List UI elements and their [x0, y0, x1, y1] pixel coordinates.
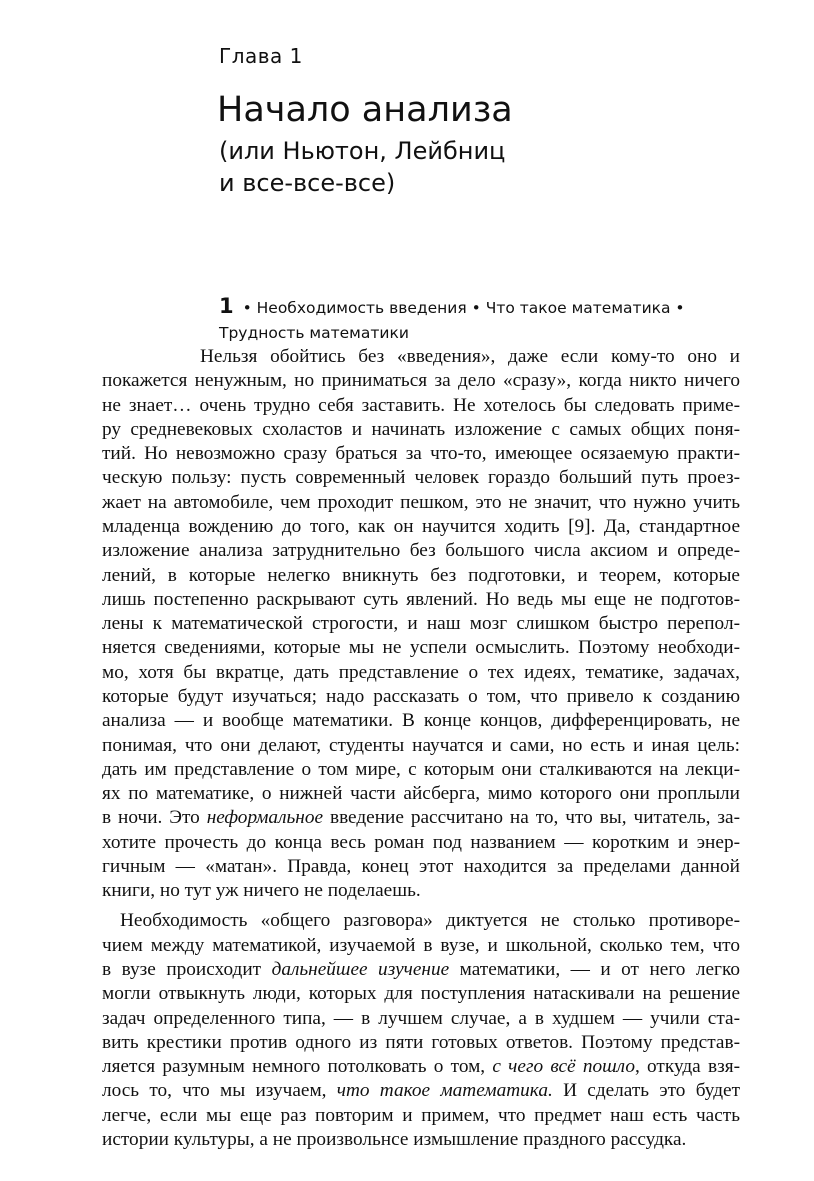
subtitle-line: и все-все-все) [219, 169, 396, 197]
text-line: анализа — и вообще математики. В конце концов, дифференцировать, не [102, 710, 740, 732]
text-line: изложение анализа затруднительно без большого числа аксиом и опреде- [102, 540, 740, 562]
text-line: гичным — «матан». Правда, конец этот находится за пределами данной [102, 855, 740, 877]
text-line: ру средневековых схоластов и начинать изложение с самых общих поня- [102, 418, 740, 440]
body-text [102, 345, 740, 1152]
text-line: лишь постепенно раскрывают суть явлений. Но ведь мы еще не подготов- [102, 588, 740, 610]
text-line: покажется ненужным, но приниматься за дело «сразу», когда никто ничего [102, 370, 740, 392]
paragraph-2 [102, 909, 740, 1152]
text-run: в ночи. Это [102, 807, 207, 829]
chapter-subtitle [219, 135, 505, 199]
text-line [102, 958, 740, 982]
text-line: няется сведениями, которые мы не успели осмыслить. Поэтому необходи- [102, 637, 740, 659]
section-number: 1 [219, 294, 234, 318]
text-line: задач определенного типа, — в лучшем случае, а в худшем — учили ста- [102, 1007, 740, 1029]
emphasis: дальнейшее изучение [271, 959, 450, 981]
text-line: жает на автомобиле, чем проходит пешком, это не значит, что нужно учить [102, 491, 740, 513]
emphasis: неформальное [206, 807, 324, 829]
text-line: ческую пользу: пусть современный человек гораздо больший путь проез- [102, 467, 740, 489]
emphasis: что такое математика. [336, 1080, 553, 1102]
text-line: лений, в которые нелегко вникнуть без подготовки, и теорем, которые [102, 564, 740, 586]
text-line: чием между математикой, изучаемой в вузе, и школьной, сколько тем, что [102, 934, 740, 956]
text-run: введение рассчитано на то, что вы, читатель, за- [323, 807, 740, 829]
text-line: понимая, что они делают, студенты научатся и сами, но есть и иная цель: [102, 734, 740, 756]
text-line: ях по математике, о нижней части айсберга, мимо которого они проплыли [102, 783, 740, 805]
subtitle-line: (или Ньютон, Лейбниц [219, 137, 506, 165]
section-heading [219, 294, 719, 346]
text-line: дать им представление о том мире, с которым они сталкиваются на лекци- [102, 758, 740, 780]
text-run: математики, — и от него легко [449, 959, 740, 981]
paragraph-1 [102, 345, 740, 903]
chapter-label: Глава 1 [219, 44, 303, 68]
text-line [102, 806, 740, 830]
chapter-title: Начало анализа [217, 90, 513, 130]
text-line [102, 1055, 740, 1079]
text-line: Необходимость «общего разговора» диктуется не столько противоре- [120, 910, 740, 932]
text-line: которые будут изучаться; надо рассказать о том, что привело к созданию [102, 685, 740, 707]
text-line: мо, хотя бы вкратце, дать представление о тех идеях, тематике, задачах, [102, 661, 740, 683]
text-run: И сделать это будет [552, 1080, 741, 1102]
text-run: в вузе происходит [102, 959, 272, 981]
text-line: хотите прочесть до конца весь роман под названием — коротким и энер- [102, 831, 740, 853]
section-topics-line1: • Необходимость введения • Что такое математика • [242, 299, 685, 317]
text-line: Нельзя обойтись без «введения», даже если кому-то оно и [200, 346, 740, 367]
text-run: ляется разумным немного потолковать о том, [102, 1056, 493, 1078]
text-line: не знает… очень трудно себя заставить. Не хотелось бы следовать приме- [102, 394, 740, 416]
text-line: вить крестики против одного из пяти готовых ответов. Поэтому представ- [102, 1031, 740, 1053]
text-line: могли отвыкнуть люди, которых для поступления натаскивали на решение [102, 983, 740, 1005]
section-topics-line2: Трудность математики [219, 324, 409, 342]
text-line: истории культуры, а не произвольнсе измышление праздного рассудка. [102, 1129, 687, 1150]
text-line: младенца вождению до того, как он научится ходить [9]. Да, стандартное [102, 515, 740, 537]
text-line: лены к математической строгости, и наш мозг слишком быстро перепол- [102, 613, 740, 635]
emphasis: с чего всё пошло [492, 1056, 635, 1078]
text-line: книги, но тут уж ничего не поделаешь. [102, 880, 421, 902]
text-line: легче, если мы еще раз повторим и примем, что предмет наш есть часть [102, 1104, 740, 1126]
text-line [102, 1079, 740, 1103]
text-line: тий. Но невозможно сразу браться за что-то, имеющее осязаемую практи- [102, 443, 740, 465]
text-run: , откуда взя- [634, 1056, 741, 1078]
text-run: лось то, что мы изучаем, [102, 1080, 337, 1102]
